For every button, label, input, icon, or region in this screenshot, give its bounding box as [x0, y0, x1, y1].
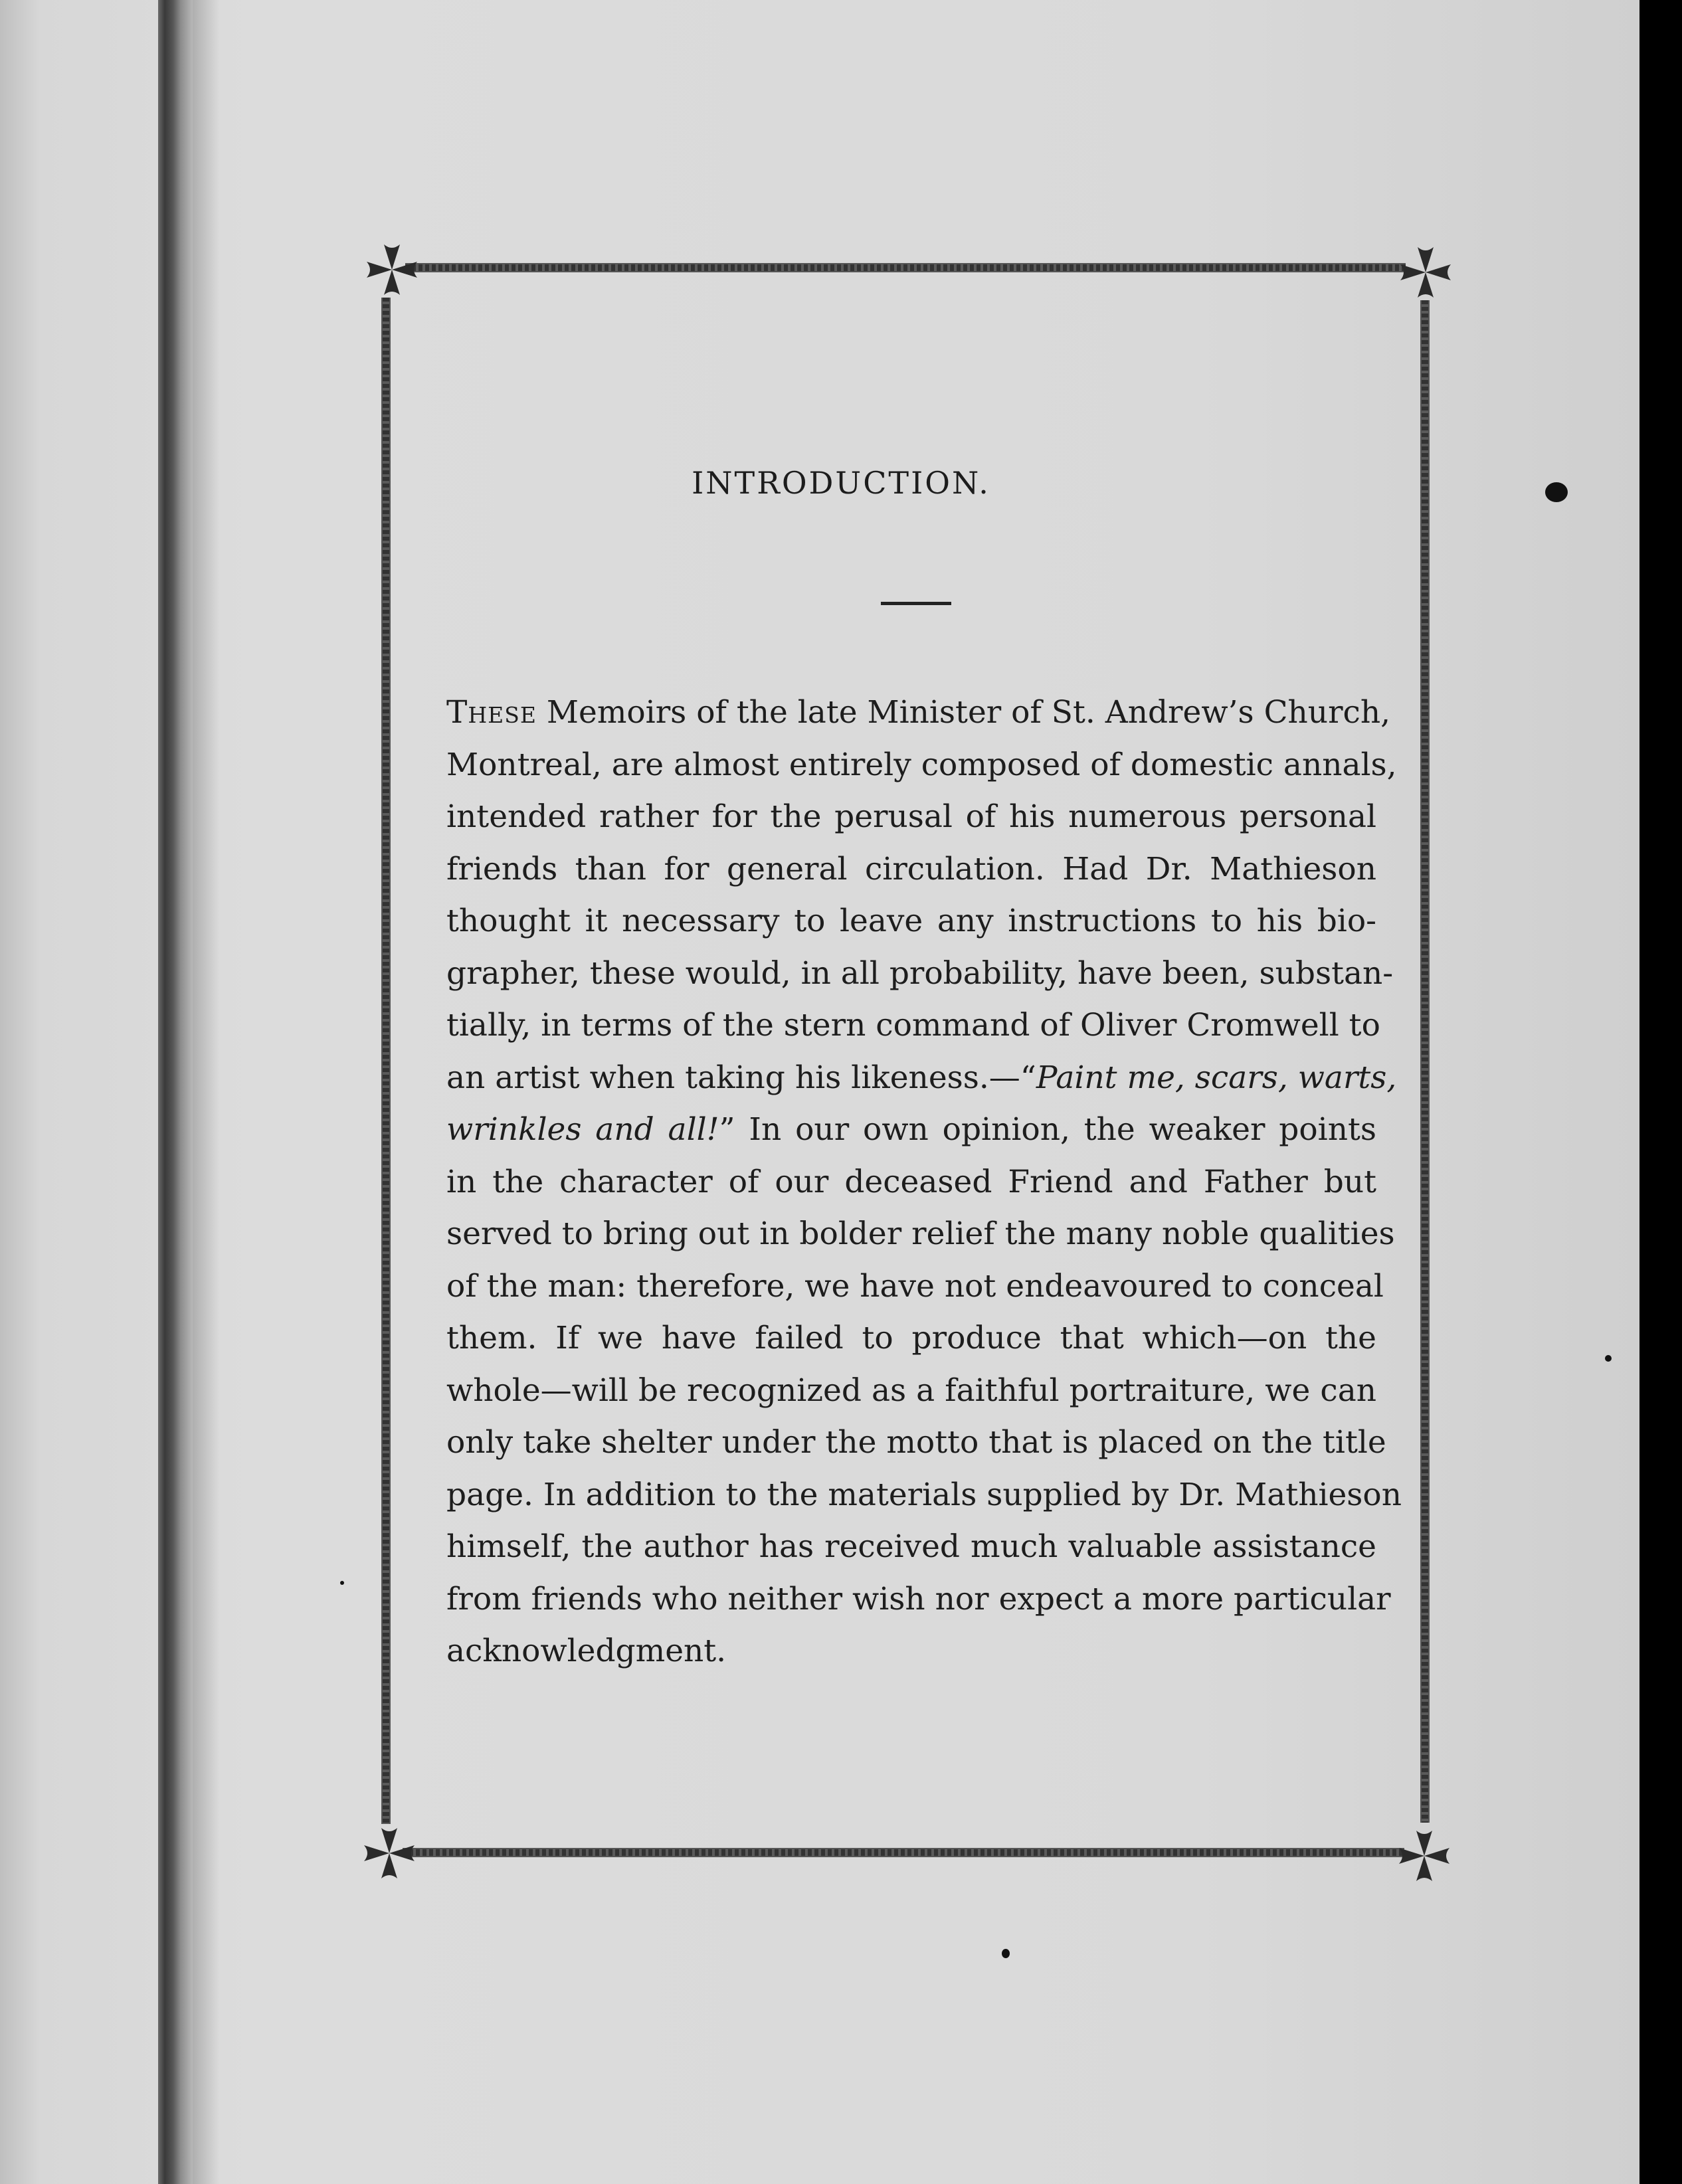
text-line: acknowledgment.	[446, 1633, 727, 1669]
frame-right-rule	[1420, 300, 1430, 1823]
quote-italic: Paint me, scars, warts,	[1036, 1059, 1397, 1096]
text-line-content: an artist when taking his likeness.—“	[446, 1059, 1036, 1096]
text-line: only take shelter under the motto that is placed on the title	[446, 1424, 1386, 1461]
lead-word: These	[446, 694, 537, 731]
cross-ornament-icon	[361, 1825, 417, 1881]
text-line: of the man: therefore, we have not endeavoured to conceal	[446, 1267, 1384, 1305]
cross-ornament-icon	[1398, 244, 1453, 300]
binding-gutter	[158, 0, 193, 2184]
text-line-content: Memoirs of the late Minister of St. Andrew’s Church,	[546, 694, 1391, 731]
text-line: friends than for general circulation. Had Dr. Mathieson	[446, 850, 1376, 887]
text-line: intended rather for the perusal of his numerous personal	[446, 798, 1376, 835]
text-line: Montreal, are almost entirely composed of domestic annals,	[446, 746, 1397, 783]
text-line	[446, 1104, 1376, 1156]
text-line: grapher, these would, in all probability, have been, substan-	[446, 955, 1394, 992]
quote-italic: wrinkles and all!	[446, 1111, 719, 1148]
frame-left-rule	[381, 298, 391, 1824]
gutter-shadow	[193, 0, 219, 2184]
text-line: thought it necessary to leave any instructions to his bio-	[446, 903, 1376, 939]
text-line: whole—will be recognized as a faithful portraiture, we can	[446, 1372, 1376, 1409]
scan-speck	[1545, 482, 1568, 502]
text-line: them. If we have failed to produce that which—on the	[446, 1320, 1376, 1356]
text-line	[446, 1052, 1397, 1105]
text-line: tially, in terms of the stern command of Oliver Cromwell to	[446, 1007, 1380, 1044]
page-title: INTRODUCTION.	[692, 465, 990, 501]
scan-speck	[1605, 1355, 1612, 1362]
scan-speck	[1002, 1949, 1010, 1958]
text-line-content: ” In our own opinion, the weaker points	[719, 1111, 1376, 1148]
frame-bottom-rule	[403, 1848, 1404, 1857]
text-line: served to bring out in bolder relief the many noble qualities	[446, 1216, 1395, 1252]
introduction-paragraph	[446, 687, 1402, 1678]
cross-ornament-icon	[1396, 1828, 1452, 1884]
text-line: from friends who neither wish nor expect a more particular	[446, 1580, 1391, 1617]
text-line: in the character of our deceased Friend and Father but	[446, 1163, 1376, 1200]
scan-speck	[340, 1581, 344, 1585]
text-line: himself, the author has received much valuable assistance	[446, 1528, 1376, 1565]
text-line	[446, 687, 1391, 739]
title-divider	[881, 602, 951, 605]
frame-top-rule	[405, 263, 1406, 272]
cross-ornament-icon	[364, 242, 420, 298]
text-line: page. In addition to the materials supplied by Dr. Mathieson	[446, 1476, 1402, 1513]
